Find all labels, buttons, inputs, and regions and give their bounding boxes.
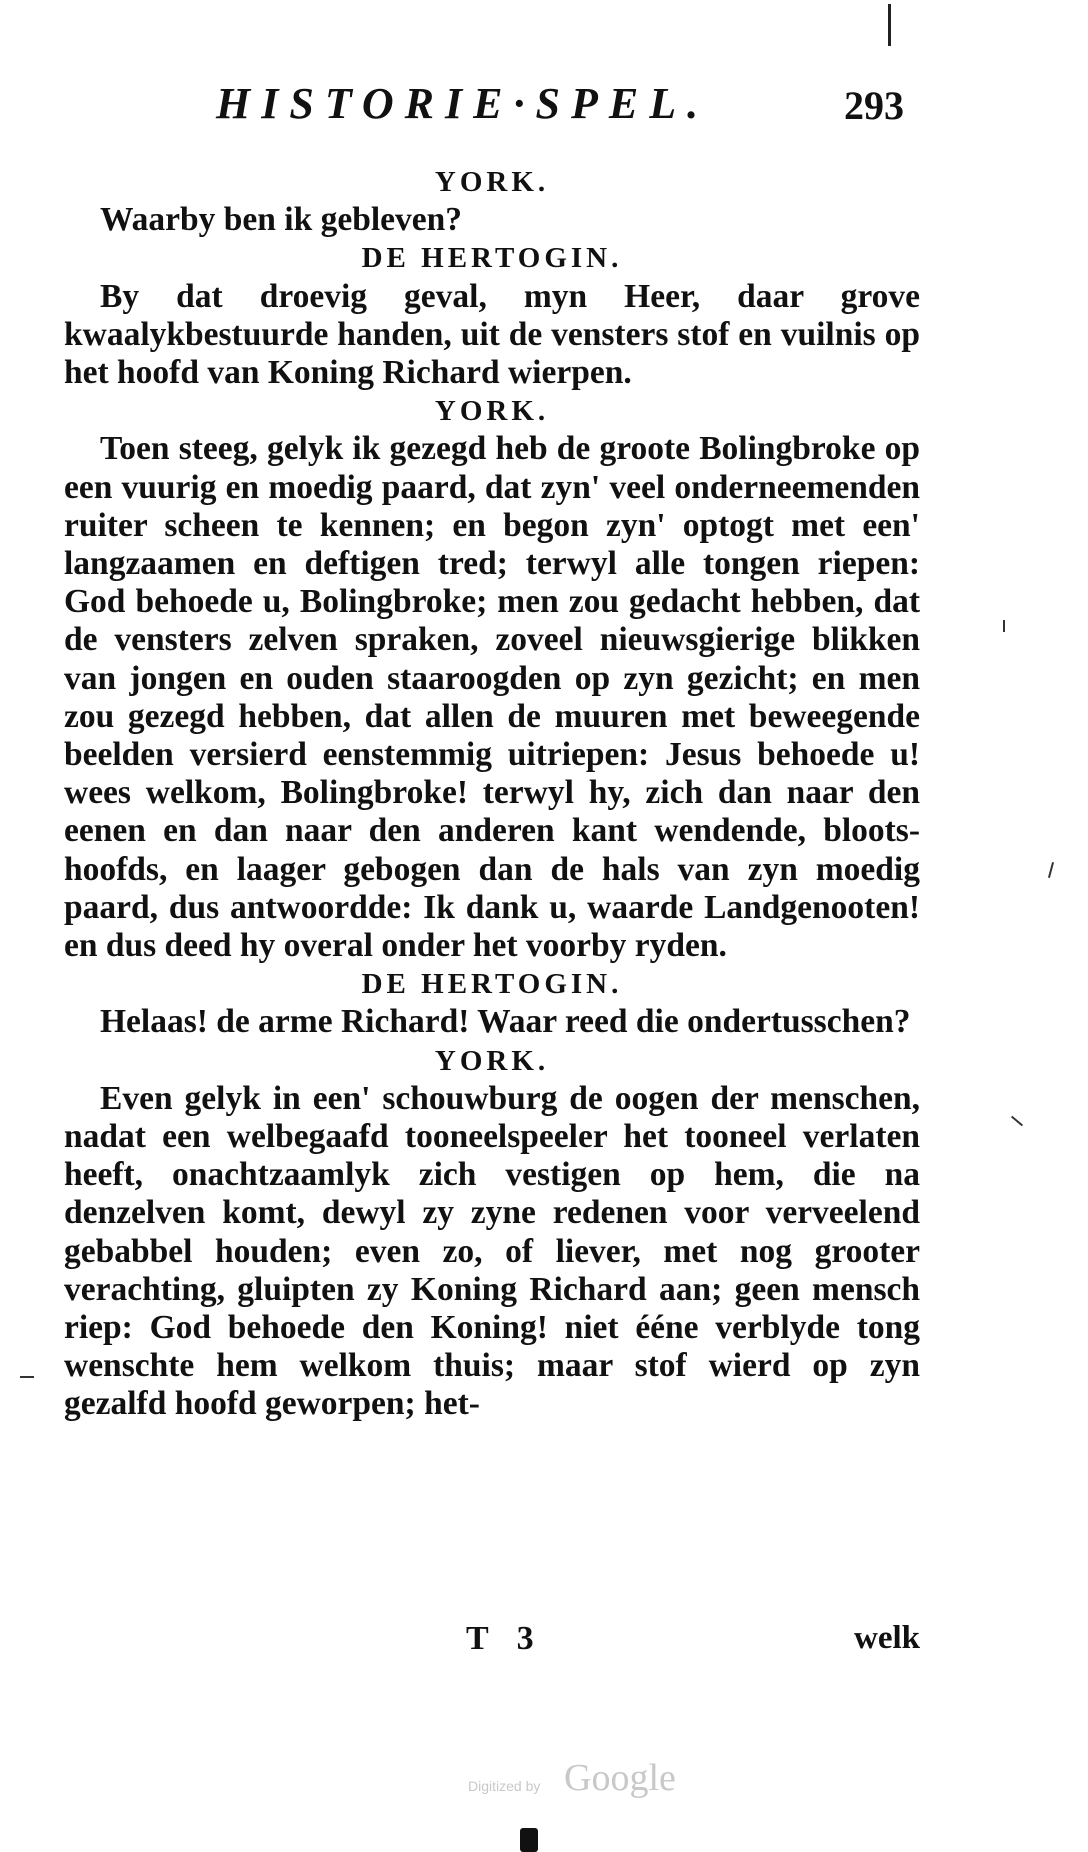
running-title: HISTORIE·SPEL. bbox=[216, 79, 710, 128]
speech-text bbox=[64, 430, 920, 965]
bottom-ink-mark bbox=[520, 1828, 538, 1852]
speaker-name: DE HERTOGIN. bbox=[361, 968, 623, 1001]
speech-paragraph: Even gelyk in een' schouwburg de oogen der menschen, nadat een welbegaafd tooneelspeeler het tooneel verlaten heeft, onachtzaamlyk zich vestigen op hem, die na denzelven komt, dewyl zy zyne redenen voor verveelend gebabbel houden; even zo, of liever, met nog grooter verachting, gluipten zy Koning Richard aan; geen mensch riep: God behoede den Koning! niet ééne verblyde tong wenschte hem welkom thuis; maar stof wierd op zyn gezalfd hoofd geworpen; het- bbox=[64, 1079, 920, 1423]
page-number: 293 bbox=[844, 83, 904, 128]
speaker-name: YORK. bbox=[434, 1044, 550, 1077]
speech-text bbox=[64, 278, 920, 393]
margin-rule bbox=[888, 4, 891, 46]
speech-text bbox=[64, 201, 920, 239]
page-footer bbox=[64, 1620, 920, 1660]
speech-text bbox=[64, 1080, 920, 1424]
digitized-watermark bbox=[460, 1756, 720, 1806]
speaker-name: YORK. bbox=[434, 395, 550, 428]
scan-speck bbox=[1011, 1116, 1023, 1127]
speech-paragraph: Toen steeg, gelyk ik gezegd heb de groote Bolingbroke op een vuurig en moedig paard, dat zyn' veel onderneemenden ruiter scheen te kennen; en begon zyn' optogt met een' langzaamen en deftigen tred; terwyl alle tongen riepen: God behoede u, Bolingbroke; men zou gedacht hebben, dat de vensters zelven spraken, zoveel nieuwsgierige blikken van jongen en ouden staaroogden op zyn gezicht; en men zou gezegd hebben, dat allen de muuren met beweegende beelden versierd eenstemmig uitriepen: Jesus behoede u! wees welkom, Bolingbroke! terwyl hy, zich dan naar den eenen en dan naar den anderen kant wendende, bloots-hoofds, en laager gebogen dan de hals van zyn moedig paard, dus antwoordde: Ik dank u, waarde Landgenooten! en dus deed hy overal onder het voorby ryden. bbox=[64, 430, 920, 965]
dialogue-body bbox=[64, 163, 920, 1424]
scan-speck bbox=[1003, 620, 1005, 632]
speech-paragraph: Waarby ben ik gebleven? bbox=[100, 201, 463, 239]
speaker-name: DE HERTOGIN. bbox=[361, 242, 623, 275]
speech-text bbox=[64, 1003, 920, 1041]
speaker-name: YORK. bbox=[434, 166, 550, 198]
scan-speck bbox=[1048, 862, 1054, 878]
scan-speck bbox=[20, 1376, 34, 1378]
digitized-by-label: Digitized by bbox=[468, 1778, 541, 1794]
google-logo: Google bbox=[564, 1757, 676, 1799]
page-header bbox=[60, 74, 930, 134]
speech-paragraph: By dat droevig geval, myn Heer, daar grove kwaalykbestuurde handen, uit de vensters stof en vuilnis op het hoofd van Koning Richard wierpen. bbox=[64, 277, 920, 391]
speech-paragraph: Helaas! de arme Richard! Waar reed die ondertusschen? bbox=[100, 1003, 911, 1041]
signature-mark: T 3 bbox=[466, 1620, 544, 1657]
catchword: welk bbox=[854, 1620, 920, 1656]
